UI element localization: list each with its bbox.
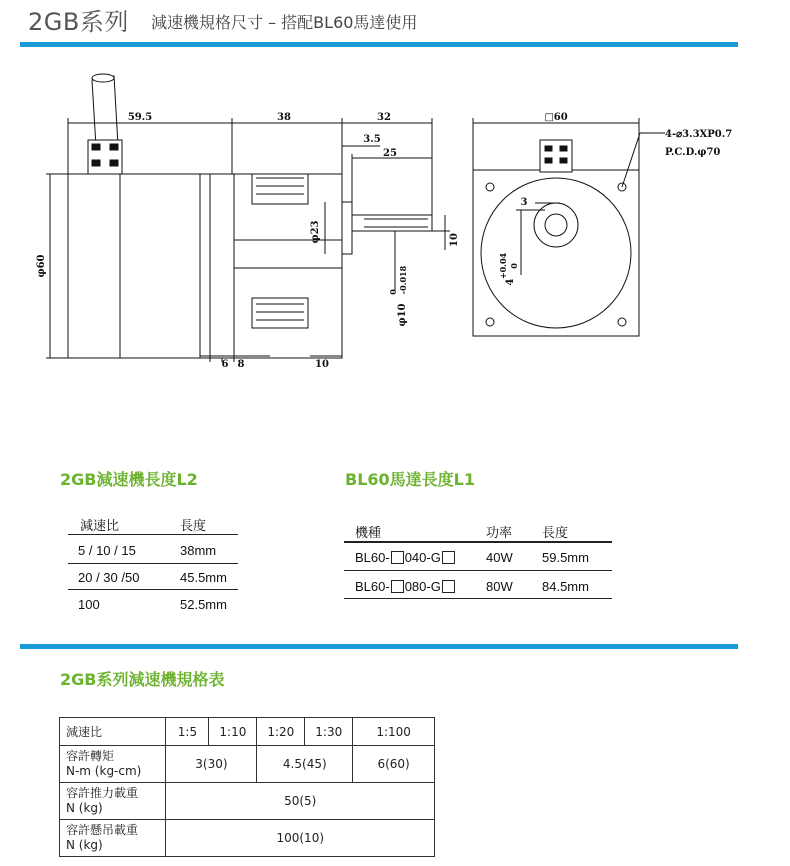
dim-59-5: 59.5: [127, 112, 153, 123]
dim-10-right: 10: [449, 233, 460, 247]
ratio-cell: 1:30: [305, 718, 353, 746]
dim-key-tol-top: +0.04: [498, 252, 508, 280]
dim-32: 32: [377, 112, 391, 123]
gear-length-row-1-ratio: 5 / 10 / 15: [78, 543, 136, 558]
dim-shaft-tol-bot: -0.018: [398, 265, 408, 295]
dim-25: 25: [383, 148, 397, 159]
gear-length-row-1-length: 38mm: [180, 543, 217, 558]
gear-length-row-rule: [68, 589, 238, 590]
dim-8: 8: [237, 359, 245, 370]
ratio-cell: 1:10: [209, 718, 257, 746]
dim-key: 4: [505, 278, 516, 286]
motor-length-row-1-length: 59.5mm: [542, 550, 589, 565]
model-placeholder-box-icon: [391, 580, 404, 593]
dim-key-tol-bot: 0: [509, 263, 519, 269]
section-divider: [20, 644, 738, 649]
gear-length-header-length: 長度: [180, 518, 207, 533]
header-divider: [20, 42, 738, 47]
motor-length-row-2-power: 80W: [486, 579, 513, 594]
dim-phi60: φ60: [36, 254, 47, 278]
dim-3-5: 3.5: [363, 134, 381, 145]
motor-length-header-power: 功率: [486, 525, 513, 540]
motor-length-row-1-model: BL60- 040-G: [355, 550, 456, 565]
dim-holes: 4-⌀3.3XP0.7: [665, 129, 733, 140]
spec-row-torque: [60, 746, 435, 783]
spec-row-radial: [60, 820, 435, 857]
ratio-cell: 1:5: [166, 718, 209, 746]
dim-phi23: φ23: [310, 220, 321, 244]
model-placeholder-box-icon: [442, 580, 455, 593]
spec-table-title: 2GB系列減速機規格表: [60, 670, 225, 689]
gear-length-row-3-length: 52.5mm: [180, 597, 227, 612]
ratio-label: 減速比: [60, 718, 166, 746]
ratio-cell: 1:20: [257, 718, 305, 746]
dim-shaft-tol-top: 0: [388, 289, 398, 295]
motor-length-row-rule: [344, 570, 612, 571]
dimension-drawing: [0, 60, 790, 380]
motor-length-row-1-power: 40W: [486, 550, 513, 565]
motor-length-bottom-rule: [344, 598, 612, 599]
gear-length-header-rule: [68, 534, 238, 535]
spec-table: [59, 717, 435, 857]
gear-length-row-3-ratio: 100: [78, 597, 100, 612]
model-placeholder-box-icon: [442, 551, 455, 564]
dim-3: 3: [520, 197, 528, 208]
torque-label: 容許轉矩 N-m (kg-cm): [60, 746, 166, 783]
gear-length-row-2-length: 45.5mm: [180, 570, 227, 585]
gear-length-row-2-ratio: 20 / 30 /50: [78, 570, 140, 585]
motor-length-header-rule: [344, 541, 612, 543]
motor-length-header-length: 長度: [542, 525, 569, 540]
dim-pcd: P.C.D.φ70: [665, 147, 721, 158]
gear-length-title: 2GB減速機長度L2: [60, 470, 198, 489]
motor-length-row-2-model: BL60- 080-G: [355, 579, 456, 594]
dim-38: 38: [277, 112, 291, 123]
series-title: 2GB系列: [28, 8, 129, 36]
radial-value: 100(10): [166, 820, 435, 857]
gear-length-row-rule: [68, 563, 238, 564]
thrust-value: 50(5): [166, 783, 435, 820]
dim-6: 6: [221, 359, 229, 370]
torque-value: 4.5(45): [257, 746, 353, 783]
spec-row-thrust: [60, 783, 435, 820]
model-placeholder-box-icon: [391, 551, 404, 564]
motor-length-header-model: 機種: [355, 525, 382, 540]
spec-row-ratio: [60, 718, 435, 746]
dim-10-bottom: 10: [315, 359, 329, 370]
radial-label: 容許懸吊載重 N (kg): [60, 820, 166, 857]
series-subtitle: 減速機規格尺寸 – 搭配BL60馬達使用: [151, 13, 418, 32]
torque-value: 3(30): [166, 746, 257, 783]
ratio-cell: 1:100: [353, 718, 435, 746]
motor-length-title: BL60馬達長度L1: [345, 470, 475, 489]
thrust-label: 容許推力載重 N (kg): [60, 783, 166, 820]
torque-value: 6(60): [353, 746, 435, 783]
motor-length-row-2-length: 84.5mm: [542, 579, 589, 594]
gear-length-header-ratio: 減速比: [80, 518, 120, 533]
dim-shaft: φ10: [397, 303, 408, 327]
dim-square60: □60: [544, 112, 568, 123]
